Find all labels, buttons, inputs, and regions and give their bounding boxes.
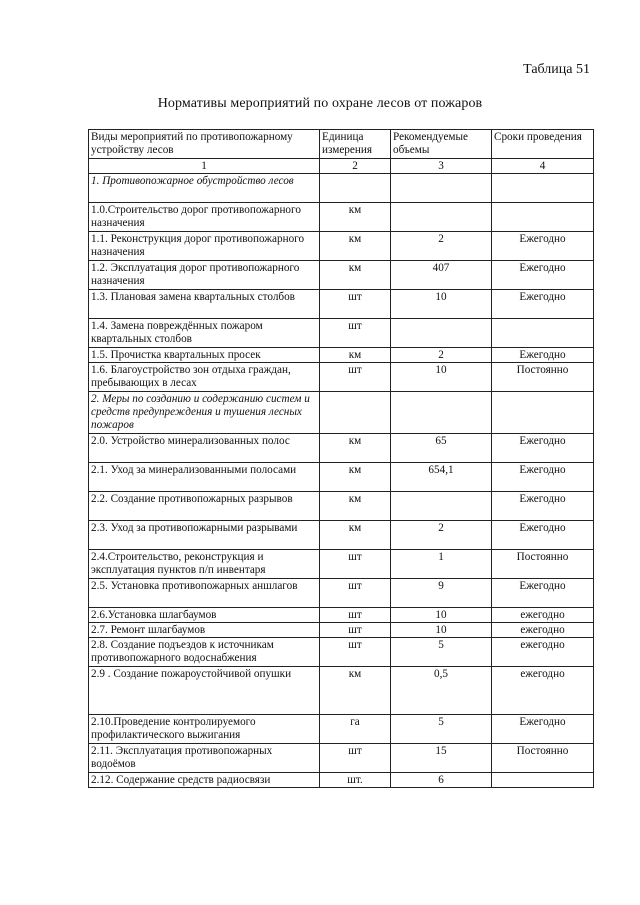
cell-term: Ежегодно [492,463,594,492]
table-row [89,434,594,463]
cell-volume: 1 [391,550,492,579]
table-row [89,463,594,492]
cell-activity: 2.8. Создание подъездов к источникам противопожарного водоснабжения [89,638,320,667]
cell-unit: км [320,463,391,492]
cell-activity: 2.9 . Создание пожароустойчивой опушки [89,667,320,715]
cell-term [492,203,594,232]
cell-unit: шт [320,550,391,579]
cell-volume: 407 [391,261,492,290]
cell-activity: 1.4. Замена повреждённых пожаром квартальных столбов [89,319,320,348]
table-row [89,363,594,392]
cell-term: Постоянно [492,550,594,579]
cell-activity: 2.5. Установка противопожарных аншлагов [89,579,320,608]
cell-unit: км [320,667,391,715]
cell-unit: шт [320,290,391,319]
cell-activity: 2.0. Устройство минерализованных полос [89,434,320,463]
cell-term: Ежегодно [492,232,594,261]
cell-volume: 5 [391,638,492,667]
cell-volume: 10 [391,290,492,319]
table-row [89,667,594,715]
cell-volume: 2 [391,521,492,550]
cell-term [492,773,594,788]
cell-term: ежегодно [492,667,594,715]
cell-unit: шт [320,319,391,348]
table-row [89,623,594,638]
cell-volume: 10 [391,623,492,638]
cell-activity: 2.6.Установка шлагбаумов [89,608,320,623]
column-number: 1 [89,159,320,174]
column-number: 4 [492,159,594,174]
cell-term: Ежегодно [492,434,594,463]
cell-unit: км [320,261,391,290]
header-term: Сроки проведения [492,130,594,159]
cell-volume: 6 [391,773,492,788]
table-row [89,521,594,550]
cell-term: Ежегодно [492,290,594,319]
cell-unit: км [320,232,391,261]
table-row [89,174,594,203]
table-row [89,715,594,744]
cell-volume: 65 [391,434,492,463]
cell-volume [391,174,492,203]
cell-unit [320,174,391,203]
cell-activity: 2.4.Строительство, реконструкция и эксплуатация пунктов п/п инвентаря [89,550,320,579]
cell-term: ежегодно [492,638,594,667]
cell-activity: 1.0.Строительство дорог противопожарного назначения [89,203,320,232]
cell-volume: 10 [391,608,492,623]
table-row [89,290,594,319]
table-row [89,203,594,232]
cell-activity: 1.3. Плановая замена квартальных столбов [89,290,320,319]
cell-volume: 2 [391,348,492,363]
cell-unit: шт [320,744,391,773]
cell-unit: га [320,715,391,744]
cell-term: Ежегодно [492,715,594,744]
cell-unit: шт [320,579,391,608]
cell-volume: 9 [391,579,492,608]
table-row [89,579,594,608]
table-row [89,550,594,579]
column-number: 3 [391,159,492,174]
cell-volume: 654,1 [391,463,492,492]
cell-activity: 2.2. Создание противопожарных разрывов [89,492,320,521]
table-row [89,319,594,348]
cell-unit: шт [320,363,391,392]
header-activity: Виды мероприятий по противопожарному устройству лесов [89,130,320,159]
cell-term [492,319,594,348]
cell-activity: 2.1. Уход за минерализованными полосами [89,463,320,492]
cell-term: ежегодно [492,623,594,638]
cell-term: Ежегодно [492,348,594,363]
table-row [89,638,594,667]
cell-term: Ежегодно [492,261,594,290]
cell-volume: 2 [391,232,492,261]
cell-unit: шт [320,623,391,638]
cell-term: ежегодно [492,608,594,623]
cell-volume: 10 [391,363,492,392]
table-row [89,348,594,363]
cell-activity: 2.7. Ремонт шлагбаумов [89,623,320,638]
cell-volume [391,492,492,521]
cell-activity: 1.1. Реконструкция дорог противопожарного назначения [89,232,320,261]
cell-term: Ежегодно [492,579,594,608]
cell-volume: 0,5 [391,667,492,715]
cell-unit [320,392,391,434]
header-unit: Единица измерения [320,130,391,159]
section-heading: 2. Меры по созданию и содержанию систем и средств предупреждения и тушения лесных пожаров [89,392,320,434]
cell-activity: 1.5. Прочистка квартальных просек [89,348,320,363]
cell-volume [391,203,492,232]
cell-term: Ежегодно [492,492,594,521]
document-title: Нормативы мероприятий по охране лесов от пожаров [157,96,483,111]
cell-activity: 2.11. Эксплуатация противопожарных водоёмов [89,744,320,773]
cell-unit: км [320,348,391,363]
column-number-row [89,159,594,174]
cell-term [492,392,594,434]
cell-activity: 2.3. Уход за противопожарными разрывами [89,521,320,550]
table-row [89,492,594,521]
cell-unit: км [320,521,391,550]
section-heading: 1. Противопожарное обустройство лесов [89,174,320,203]
table-row [89,392,594,434]
cell-term: Постоянно [492,744,594,773]
cell-volume: 15 [391,744,492,773]
table-row [89,608,594,623]
table-row [89,773,594,788]
cell-activity: 2.12. Содержание средств радиосвязи [89,773,320,788]
cell-term: Постоянно [492,363,594,392]
table-row [89,744,594,773]
cell-volume [391,392,492,434]
column-number: 2 [320,159,391,174]
table-number: Таблица 51 [523,62,590,77]
table-row [89,261,594,290]
table-header-row [89,130,594,159]
table-row [89,232,594,261]
cell-activity: 2.10.Проведение контролируемого профилактического выжигания [89,715,320,744]
cell-term [492,174,594,203]
cell-unit: км [320,492,391,521]
cell-term: Ежегодно [492,521,594,550]
cell-activity: 1.6. Благоустройство зон отдыха граждан, пребывающих в лесах [89,363,320,392]
cell-volume [391,319,492,348]
cell-activity: 1.2. Эксплуатация дорог противопожарного назначения [89,261,320,290]
cell-unit: шт. [320,773,391,788]
cell-unit: км [320,203,391,232]
header-volume: Рекомендуемые объемы [391,130,492,159]
cell-volume: 5 [391,715,492,744]
measures-table [88,129,594,788]
cell-unit: шт [320,638,391,667]
cell-unit: км [320,434,391,463]
cell-unit: шт [320,608,391,623]
